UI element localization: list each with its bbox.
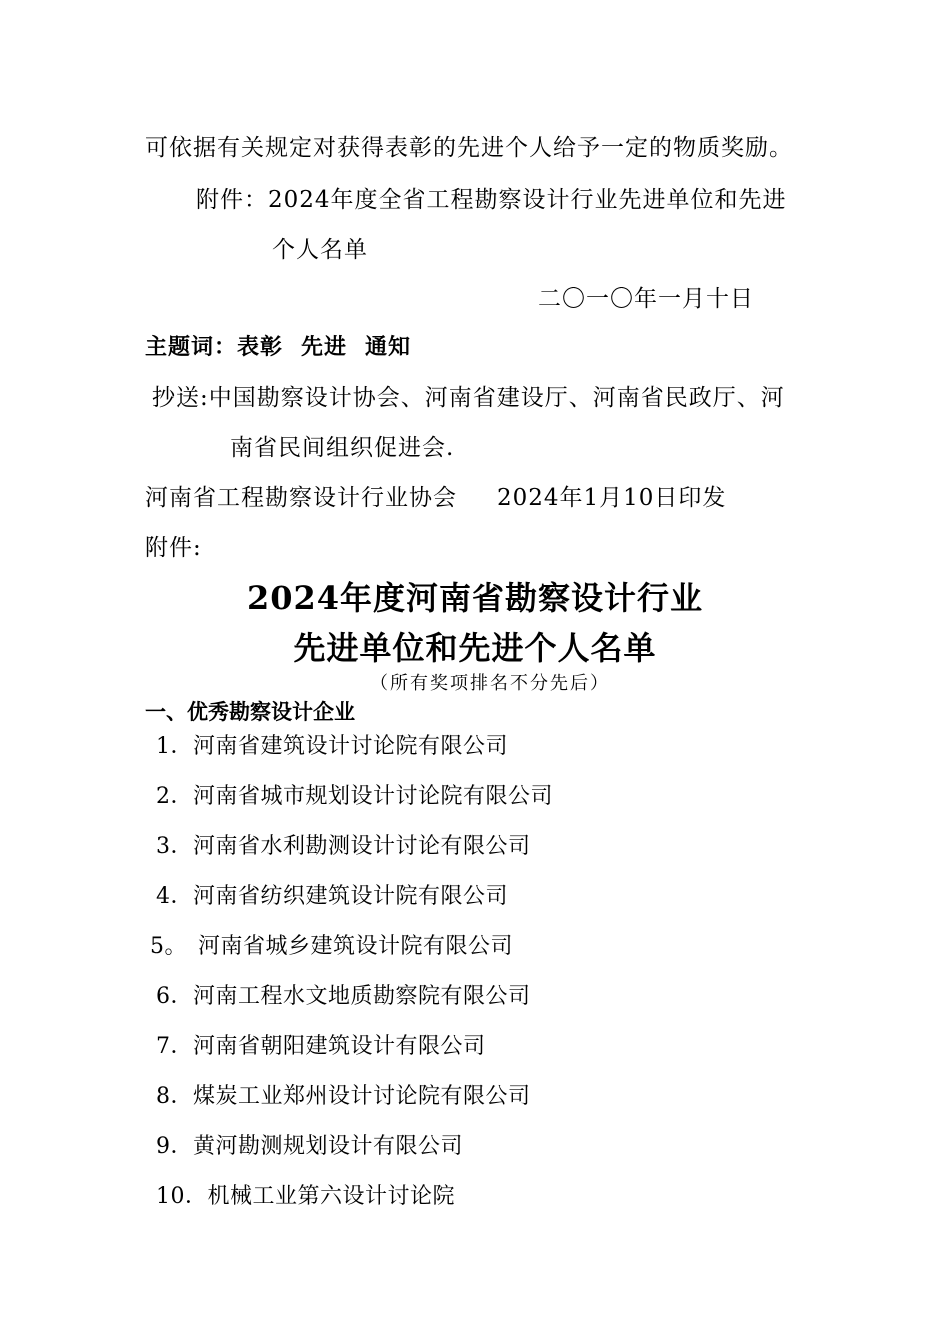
- list-item: [156, 782, 553, 812]
- list-item-name: 河南省城市规划设计讨论院有限公司: [193, 784, 554, 809]
- list-item-number: 8．: [156, 1084, 193, 1109]
- list-item: [150, 932, 513, 962]
- subject-word-1: 表彰: [237, 335, 284, 360]
- list-item-number: 6．: [156, 984, 193, 1009]
- list-item-number: 9．: [156, 1134, 193, 1159]
- list-title-note: （所有奖项排名不分先后）: [370, 673, 610, 694]
- list-item-number: 5。: [150, 934, 187, 959]
- list-item: [156, 982, 531, 1012]
- issuer-line: [145, 483, 726, 513]
- subject-label: 主题词：: [145, 335, 238, 360]
- subject-word-2: 先进: [301, 335, 348, 360]
- list-item-name: 河南省建筑设计讨论院有限公司: [193, 734, 509, 759]
- notice-line-1: 可依据有关规定对获得表彰的先进个人给予一定的物质奖励。: [145, 135, 793, 161]
- issuer-name: 河南省工程勘察设计行业协会: [145, 485, 457, 511]
- list-item: [156, 882, 508, 912]
- list-item-name: 河南省朝阳建筑设计有限公司: [193, 1034, 486, 1059]
- list-item-name: 河南省纺织建筑设计院有限公司: [193, 884, 509, 909]
- subject-words: [145, 333, 411, 363]
- list-item-name: 河南省城乡建筑设计院有限公司: [198, 934, 514, 959]
- list-item-number: 10．: [156, 1184, 208, 1209]
- list-item-name: 河南省水利勘测设计讨论有限公司: [193, 834, 531, 859]
- list-item-name: 黄河勘测规划设计有限公司: [193, 1134, 464, 1159]
- section-heading: 一、优秀勘察设计企业: [145, 700, 355, 724]
- list-item-name: 煤炭工业郑州设计讨论院有限公司: [193, 1084, 531, 1109]
- list-item: [156, 832, 531, 862]
- notice-date: 二〇一〇年一月十日: [538, 286, 754, 312]
- attachment-line-1: 附件：2024年度全省工程勘察设计行业先进单位和先进: [196, 187, 787, 213]
- list-item: [156, 1182, 455, 1212]
- list-item-number: 3．: [156, 834, 193, 859]
- list-item-name: 机械工业第六设计讨论院: [207, 1184, 456, 1209]
- list-item: [156, 1032, 486, 1062]
- attachment-label: 附件:: [145, 535, 202, 561]
- list-title-line-2: 先进单位和先进个人名单: [293, 629, 657, 667]
- list-item: [156, 1132, 463, 1162]
- subject-word-3: 通知: [365, 335, 412, 360]
- attachment-line-2: 个人名单: [272, 237, 368, 263]
- list-item-name: 河南工程水文地质勘察院有限公司: [193, 984, 531, 1009]
- copy-to-line-2: 南省民间组织促进会.: [230, 435, 455, 461]
- list-title-line-1: 2024年度河南省勘察设计行业: [246, 579, 704, 617]
- list-item-number: 4．: [156, 884, 193, 909]
- copy-to-line-1: 抄送:中国勘察设计协会、河南省建设厅、河南省民政厅、河: [152, 385, 785, 411]
- issuer-date: 2024年1月10日印发: [497, 485, 727, 511]
- list-item: [156, 732, 508, 762]
- list-item: [156, 1082, 531, 1112]
- list-item-number: 7．: [156, 1034, 193, 1059]
- list-item-number: 1．: [156, 734, 193, 759]
- list-item-number: 2．: [156, 784, 193, 809]
